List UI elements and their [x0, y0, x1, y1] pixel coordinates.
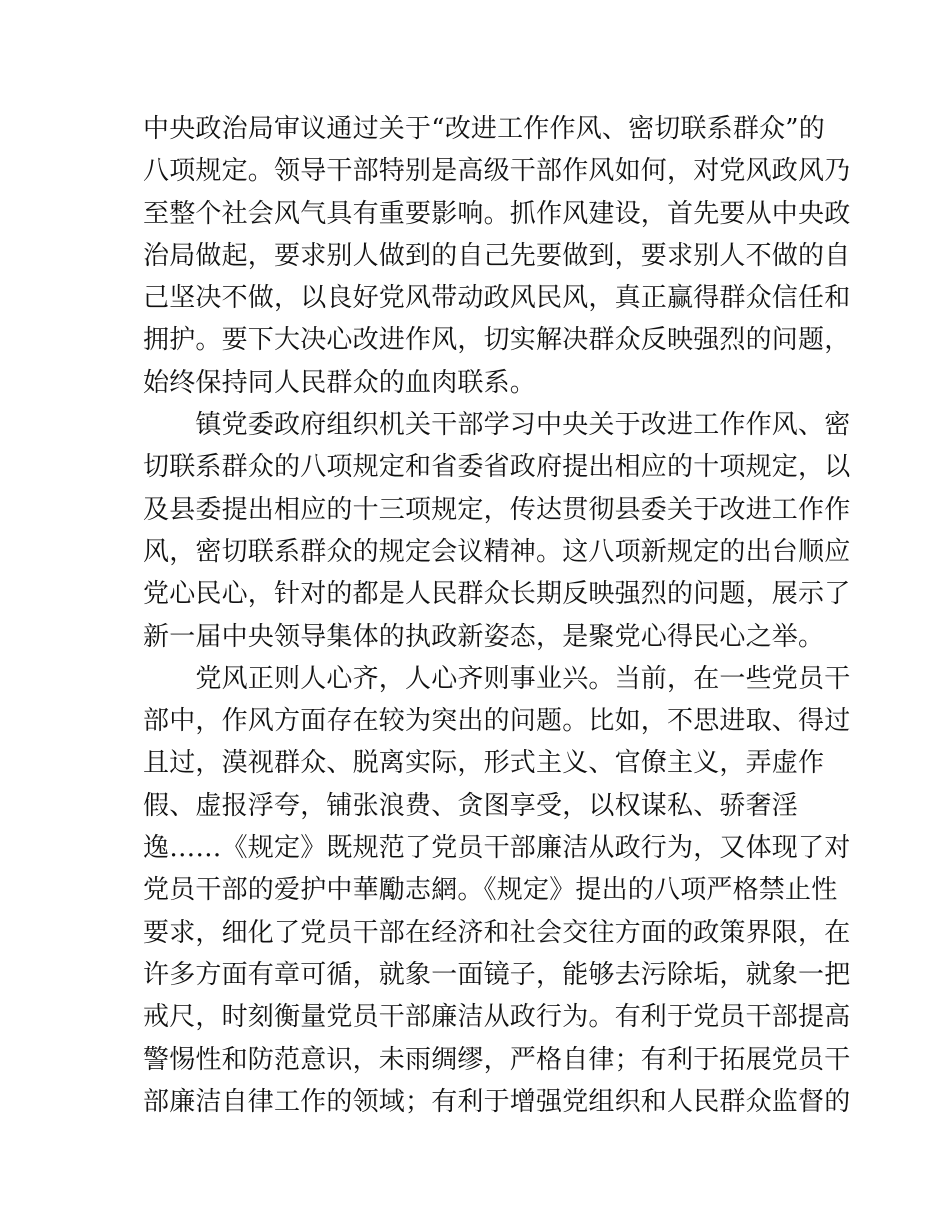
- text-line: 假、虚报浮夸，铺张浪费、贪图享受，以权谋私、骄奢淫: [143, 790, 799, 821]
- text-line: 及县委提出相应的十三项规定，传达贯彻县委关于改进工作作: [143, 494, 851, 525]
- text-line: 治局做起，要求别人做到的自己先要做到，要求别人不做的自: [143, 240, 851, 271]
- text-line: 要求，细化了党员干部在经济和社会交往方面的政策界限，在: [143, 917, 851, 948]
- text-line: 党员干部的爱护中華勵志網。《规定》提出的八项严格禁止性: [143, 875, 838, 906]
- text-line: 警惕性和防范意识，未雨绸缪，严格自律；有利于拓展党员干: [143, 1044, 851, 1075]
- text-line: 镇党委政府组织机关干部学习中央关于改进工作作风、密: [143, 410, 851, 441]
- text-line: 且过，漠视群众、脱离实际，形式主义、官僚主义，弄虚作: [143, 748, 825, 779]
- text-line: 至整个社会风气具有重要影响。抓作风建设，首先要从中央政: [143, 198, 851, 229]
- text-line: 戒尺，时刻衡量党员干部廉洁从政行为。有利于党员干部提高: [143, 1002, 851, 1033]
- text-line: 己坚决不做，以良好党风带动政风民风，真正赢得群众信任和: [143, 283, 851, 314]
- text-line: 部廉洁自律工作的领域；有利于增强党组织和人民群众监督的: [143, 1086, 851, 1117]
- text-line: 拥护。要下大决心改进作风，切实解决群众反映强烈的问题，: [143, 325, 851, 356]
- text-line: 党心民心，针对的都是人民群众长期反映强烈的问题，展示了: [143, 579, 851, 610]
- text-line: 八项规定。领导干部特别是高级干部作风如何，对党风政风乃: [143, 156, 851, 187]
- text-line: 新一届中央领导集体的执政新姿态，是聚党心得民心之举。: [143, 621, 825, 652]
- text-line: 部中，作风方面存在较为突出的问题。比如，不思进取、得过: [143, 706, 851, 737]
- text-line: 中央政治局审议通过关于“改进工作作风、密切联系群众”的: [143, 114, 825, 144]
- text-line: 党风正则人心齐，人心齐则事业兴。当前，在一些党员干: [143, 663, 851, 694]
- text-line: 逸……《规定》既规范了党员干部廉洁从政行为，又体现了对: [143, 833, 851, 864]
- text-line: 始终保持同人民群众的血肉联系。: [143, 367, 537, 398]
- text-line: 许多方面有章可循，就象一面镜子，能够去污除垢，就象一把: [143, 959, 851, 990]
- text-line: 切联系群众的八项规定和省委省政府提出相应的十项规定，以: [143, 452, 851, 483]
- text-line: 风，密切联系群众的规定会议精神。这八项新规定的出台顺应: [143, 536, 851, 567]
- document-body: [143, 108, 851, 1123]
